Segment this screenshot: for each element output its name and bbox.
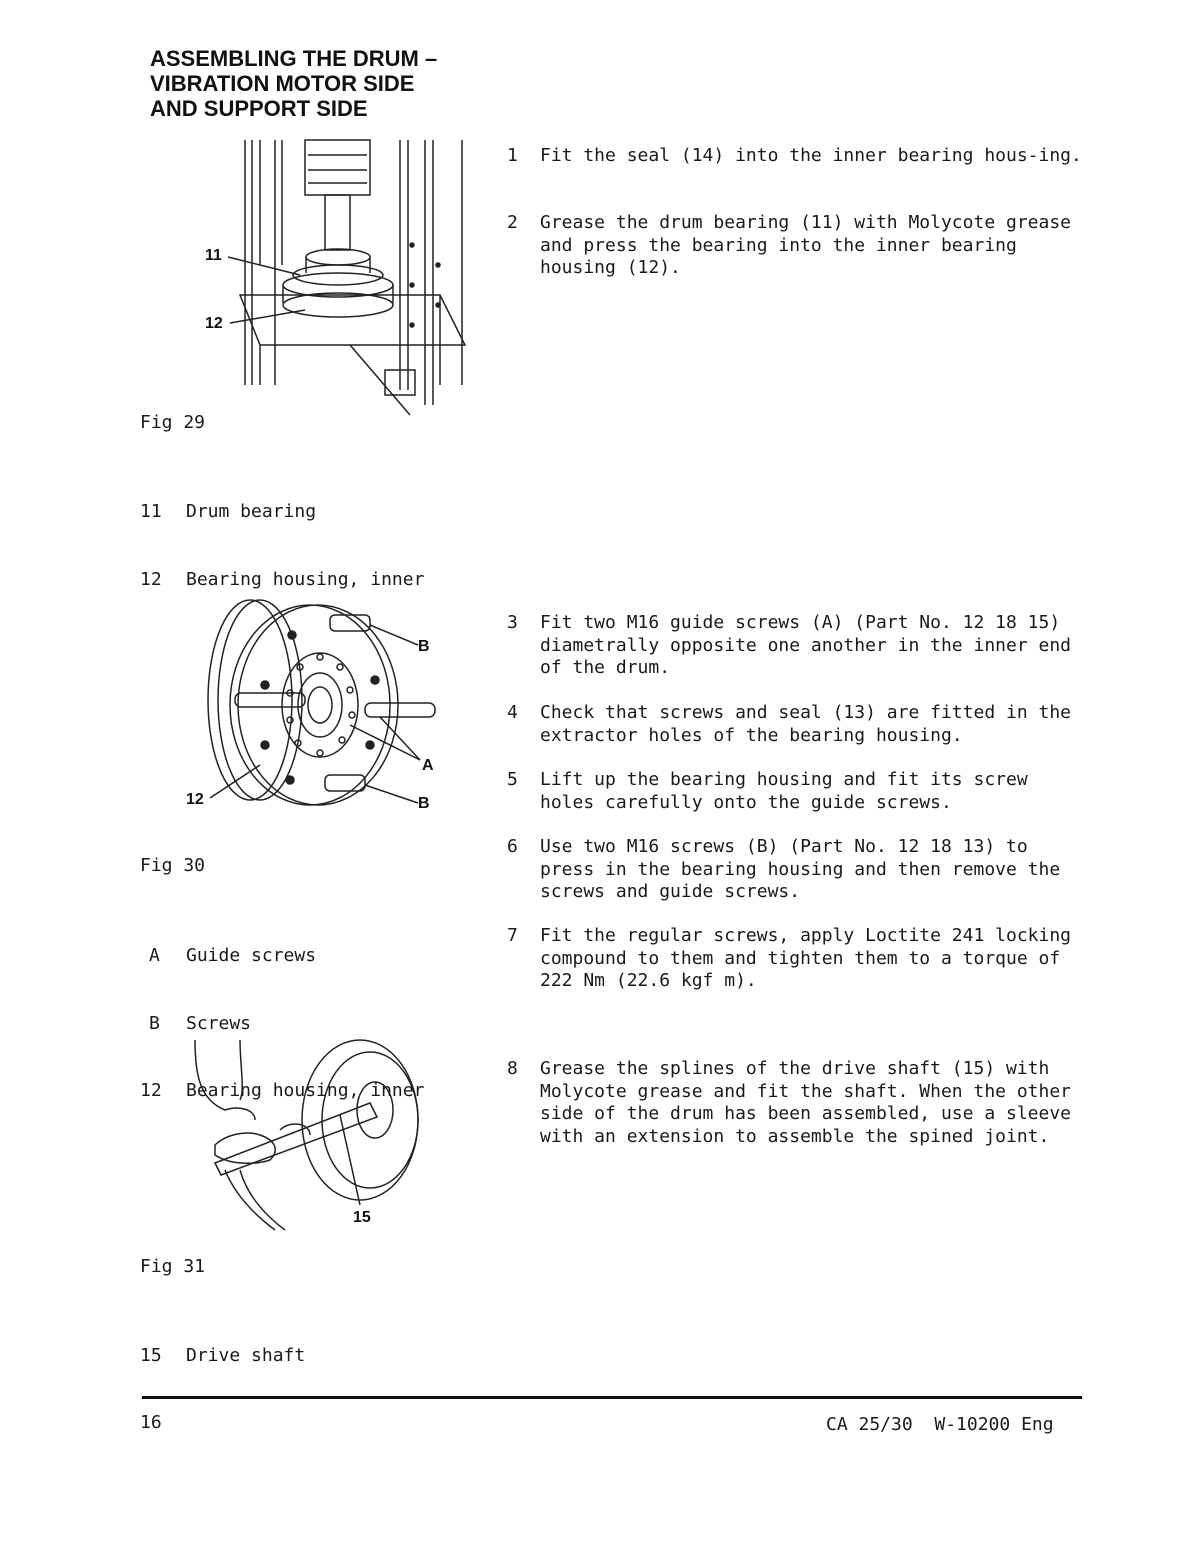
fig29-callout-11: 11 bbox=[205, 247, 222, 264]
step-text: Fit the seal (14) into the inner bearing hous-ing. bbox=[540, 145, 1082, 166]
fig30-illustration bbox=[180, 595, 450, 820]
step-text: Lift up the bearing housing and fit its screw holes carefully onto the guide screws. bbox=[540, 769, 1028, 813]
legend-text: Screws bbox=[186, 1012, 252, 1034]
page-number: 16 bbox=[140, 1412, 162, 1433]
step-2 bbox=[507, 212, 1087, 280]
legend-row bbox=[140, 1345, 305, 1368]
document-code: CA 25/30 W-10200 Eng bbox=[826, 1414, 1054, 1435]
step-1 bbox=[507, 145, 1087, 168]
step-number: 7 bbox=[507, 925, 518, 946]
fig30-callout-b-bottom: B bbox=[418, 795, 430, 812]
fig31-callout-15: 15 bbox=[353, 1209, 371, 1226]
fig30-callout-12: 12 bbox=[186, 791, 204, 808]
step-number: 2 bbox=[507, 212, 518, 233]
step-text: Grease the splines of the drive shaft (15) with Molycote grease and fit the shaft. When the other side of the drum has been assembled, use a sleeve with an extension to assemble the spined joint. bbox=[540, 1058, 1072, 1147]
step-number: 6 bbox=[507, 836, 518, 857]
step-text: Fit two M16 guide screws (A) (Part No. 12 18 15) diametrally opposite one another in the inner end of the drum. bbox=[540, 612, 1072, 678]
step-7 bbox=[507, 925, 1087, 993]
step-number: 5 bbox=[507, 769, 518, 790]
step-number: 1 bbox=[507, 145, 518, 166]
legend-key: 15 bbox=[140, 1345, 162, 1366]
legend-key: A bbox=[149, 945, 160, 966]
legend-text: Bearing housing, inner bbox=[186, 1080, 425, 1101]
legend-text: Guide screws bbox=[186, 945, 317, 966]
fig31-illustration bbox=[185, 1035, 425, 1235]
legend-row bbox=[140, 501, 424, 524]
step-6 bbox=[507, 836, 1087, 904]
fig30-callout-a: A bbox=[422, 757, 434, 774]
fig31-legend bbox=[140, 1300, 305, 1390]
fig29-callout-12: 12 bbox=[205, 315, 223, 332]
legend-row bbox=[140, 1013, 424, 1036]
step-text: Check that screws and seal (13) are fitted in the extractor holes of the bearing housing. bbox=[540, 702, 1072, 746]
step-text: Fit the regular screws, apply Loctite 241 locking compound to them and tighten them to a torque of 222 Nm (22.6 kgf m). bbox=[540, 925, 1072, 991]
step-text: Use two M16 screws (B) (Part No. 12 18 13) to press in the bearing housing and then remove the screws and guide screws. bbox=[540, 836, 1061, 902]
step-4 bbox=[507, 702, 1087, 747]
heading-line-3: AND SUPPORT SIDE bbox=[150, 96, 368, 121]
step-number: 4 bbox=[507, 702, 518, 723]
step-8 bbox=[507, 1058, 1072, 1148]
fig30-caption: Fig 30 bbox=[140, 855, 206, 876]
legend-row bbox=[140, 945, 424, 968]
legend-text: Bearing housing, inner bbox=[186, 568, 425, 590]
legend-key: B bbox=[149, 1012, 160, 1034]
step-number: 8 bbox=[507, 1058, 518, 1079]
legend-text: Drum bearing bbox=[186, 501, 317, 522]
fig29-illustration bbox=[200, 135, 475, 420]
legend-key: 12 bbox=[140, 1080, 162, 1101]
fig30-callout-b-top: B bbox=[418, 638, 430, 655]
fig31-caption: Fig 31 bbox=[140, 1256, 206, 1277]
heading-line-1: ASSEMBLING THE DRUM – bbox=[150, 46, 438, 71]
step-number: 3 bbox=[507, 612, 518, 633]
step-text: Grease the drum bearing (11) with Molycote grease and press the bearing into the inner bearing housing (12). bbox=[540, 212, 1072, 278]
heading-line-2: VIBRATION MOTOR SIDE bbox=[150, 71, 415, 96]
step-3 bbox=[507, 612, 1087, 680]
fig29-legend bbox=[140, 456, 424, 614]
legend-key: 12 bbox=[140, 568, 162, 590]
footer-rule bbox=[142, 1396, 1082, 1399]
legend-text: Drive shaft bbox=[186, 1345, 306, 1366]
step-5 bbox=[507, 769, 1087, 814]
legend-row bbox=[140, 569, 424, 592]
fig29-caption: Fig 29 bbox=[140, 412, 206, 433]
page-heading bbox=[150, 46, 437, 121]
legend-key: 11 bbox=[140, 501, 162, 522]
